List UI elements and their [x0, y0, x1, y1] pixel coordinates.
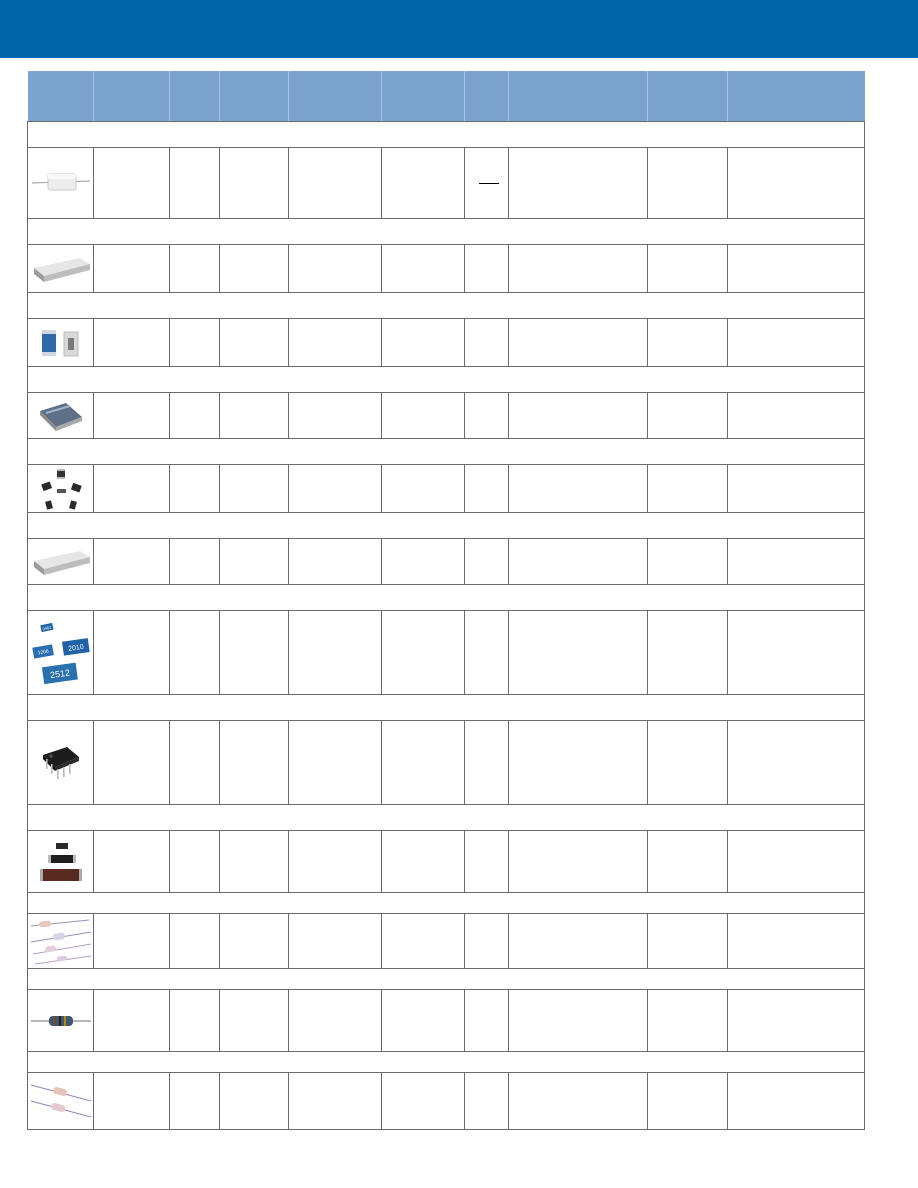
- section-row: [28, 219, 865, 245]
- product-image-cell: [28, 914, 94, 969]
- product-image-cell: [28, 990, 94, 1052]
- table-header-row: [28, 71, 865, 122]
- table-row: [28, 914, 865, 969]
- header-cell-8: [509, 71, 648, 122]
- chip-resistor-assortment-icon: [34, 467, 88, 511]
- section-row: [28, 893, 865, 914]
- axial-carbon-resistor-icon: [29, 1011, 93, 1031]
- table-row: [28, 245, 865, 293]
- axial-resistor-pair-icon: [29, 1081, 93, 1121]
- table-row: [28, 721, 865, 805]
- section-row: [28, 695, 865, 721]
- table-row: [28, 465, 865, 513]
- product-image-cell: [28, 148, 94, 219]
- svg-text:0402: 0402: [41, 624, 52, 631]
- section-row: [28, 293, 865, 319]
- chip-resistor-sizes-icon: [29, 618, 93, 688]
- table-row: [28, 611, 865, 695]
- table-row: [28, 393, 865, 439]
- molded-smd-resistor-icon: [36, 839, 86, 885]
- section-row: [28, 969, 865, 990]
- table-row: [28, 1073, 865, 1130]
- table-row: [28, 831, 865, 893]
- smd-chip-resistor-icon: [30, 545, 92, 579]
- table-row: [28, 148, 865, 219]
- table-row: [28, 990, 865, 1052]
- product-image-cell: [28, 611, 94, 695]
- header-cell-7: [465, 71, 509, 122]
- section-row: [28, 122, 865, 148]
- header-banner: [0, 0, 918, 58]
- section-row: [28, 367, 865, 393]
- table-row: [28, 319, 865, 367]
- header-cell-10: [728, 71, 865, 122]
- product-image-cell: [28, 465, 94, 513]
- dash-mark: [479, 183, 499, 184]
- svg-text:2512: 2512: [48, 667, 71, 680]
- header-cell-2: [94, 71, 170, 122]
- axial-resistor-group-icon: [29, 916, 93, 966]
- header-cell-1: [28, 71, 94, 122]
- svg-text:1206: 1206: [36, 648, 49, 656]
- section-row: [28, 513, 865, 539]
- product-image-cell: [28, 393, 94, 439]
- product-image-cell: [28, 721, 94, 805]
- section-row: [28, 1052, 865, 1073]
- header-cell-3: [170, 71, 220, 122]
- product-image-cell: [28, 539, 94, 585]
- product-image-cell: [28, 1073, 94, 1130]
- header-cell-9: [648, 71, 728, 122]
- table-row: [28, 539, 865, 585]
- current-sense-chip-resistor-icon: [36, 328, 86, 358]
- header-cell-6: [382, 71, 465, 122]
- section-row: [28, 585, 865, 611]
- ceramic-wirewound-resistor-icon: [30, 168, 92, 198]
- section-row: [28, 805, 865, 831]
- header-cell-5: [289, 71, 382, 122]
- product-image-cell: [28, 831, 94, 893]
- section-row: [28, 439, 865, 465]
- product-table: [27, 71, 865, 1130]
- product-image-cell: [28, 245, 94, 293]
- header-cell-4: [220, 71, 289, 122]
- svg-text:2010: 2010: [67, 643, 84, 653]
- dip-resistor-network-icon: [37, 739, 85, 787]
- dash-cell: [465, 148, 509, 219]
- product-image-cell: [28, 319, 94, 367]
- metal-strip-chip-resistor-icon: [36, 399, 86, 433]
- smd-chip-resistor-icon: [30, 252, 92, 286]
